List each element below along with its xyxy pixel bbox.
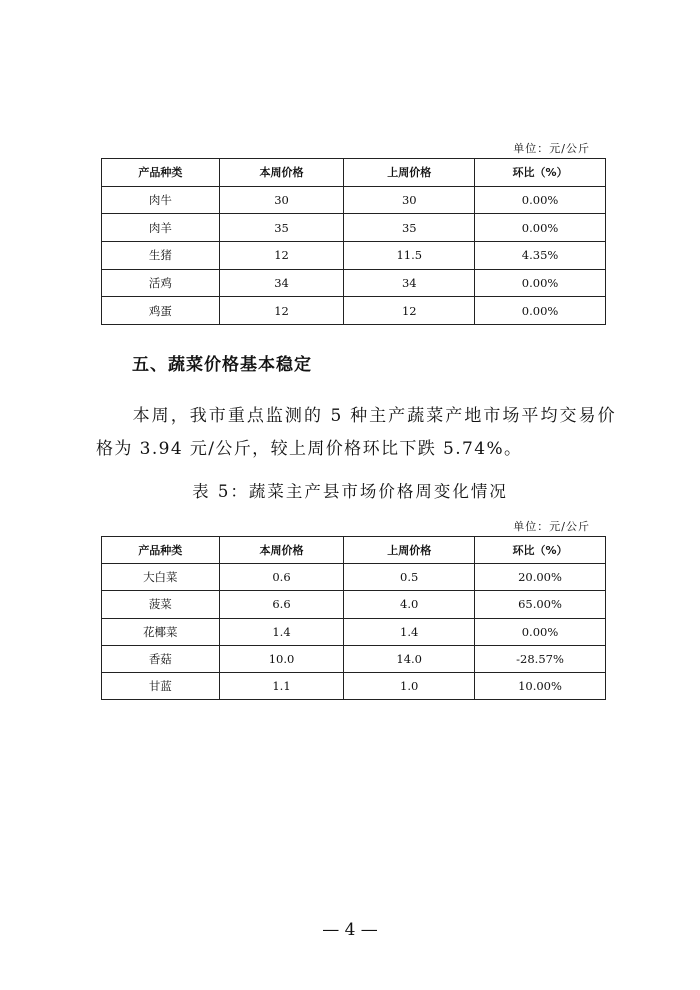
- table-cell: 活鸡: [102, 269, 220, 297]
- column-header: 本周价格: [219, 159, 344, 187]
- table-row: [102, 645, 606, 672]
- table-header-row: [102, 159, 606, 187]
- vegetable-price-table: [101, 536, 606, 700]
- table-cell: 11.5: [344, 242, 475, 270]
- table-cell: 30: [344, 186, 475, 214]
- table-cell: 1.4: [219, 618, 344, 645]
- column-header: 上周价格: [344, 537, 475, 564]
- table-caption: 表 5：蔬菜主产县市场价格周变化情况: [192, 482, 508, 501]
- column-header: 产品种类: [102, 159, 220, 187]
- table-cell: 1.1: [219, 672, 344, 699]
- column-header: 环比（%）: [475, 159, 606, 187]
- column-header: 本周价格: [219, 537, 344, 564]
- table-row: [102, 269, 606, 297]
- table-cell: 1.0: [344, 672, 475, 699]
- paragraph-text: 本周，我市重点监测的 5 种主产蔬菜产地市场平均交易价格为 3.94 元/公斤，较上周价格环比下跌 5.74%。: [96, 406, 616, 459]
- table-cell: -28.57%: [475, 645, 606, 672]
- table-row: [102, 214, 606, 242]
- table-cell: 0.00%: [475, 269, 606, 297]
- body-paragraph: [96, 400, 616, 466]
- table-row: [102, 672, 606, 699]
- table-cell: 12: [219, 297, 344, 325]
- table-cell: 4.35%: [475, 242, 606, 270]
- table-cell: 14.0: [344, 645, 475, 672]
- table-cell: 0.6: [219, 564, 344, 591]
- table-row: [102, 618, 606, 645]
- column-header: 上周价格: [344, 159, 475, 187]
- table-cell: 4.0: [344, 591, 475, 618]
- table-cell: 30: [219, 186, 344, 214]
- table-row: [102, 242, 606, 270]
- table-cell: 12: [344, 297, 475, 325]
- table-cell: 10.0: [219, 645, 344, 672]
- page-number: — 4 —: [322, 920, 378, 940]
- table-cell: 34: [219, 269, 344, 297]
- table-cell: 香菇: [102, 645, 220, 672]
- table-header-row: [102, 537, 606, 564]
- table-cell: 1.4: [344, 618, 475, 645]
- table-cell: 35: [344, 214, 475, 242]
- table-cell: 花椰菜: [102, 618, 220, 645]
- section-heading: 五、蔬菜价格基本稳定: [132, 355, 312, 375]
- table-cell: 甘蓝: [102, 672, 220, 699]
- table-row: [102, 186, 606, 214]
- table1-unit-label: 单位：元/公斤: [513, 142, 590, 155]
- table-row: [102, 297, 606, 325]
- table-row: [102, 591, 606, 618]
- column-header: 产品种类: [102, 537, 220, 564]
- table-cell: 0.5: [344, 564, 475, 591]
- table-cell: 12: [219, 242, 344, 270]
- table-cell: 肉牛: [102, 186, 220, 214]
- table-cell: 生猪: [102, 242, 220, 270]
- table-cell: 0.00%: [475, 186, 606, 214]
- table-cell: 菠菜: [102, 591, 220, 618]
- table-cell: 6.6: [219, 591, 344, 618]
- table-cell: 0.00%: [475, 297, 606, 325]
- table2-unit-label: 单位：元/公斤: [513, 520, 590, 533]
- table-cell: 20.00%: [475, 564, 606, 591]
- table-cell: 65.00%: [475, 591, 606, 618]
- table-cell: 34: [344, 269, 475, 297]
- table-cell: 鸡蛋: [102, 297, 220, 325]
- table-row: [102, 564, 606, 591]
- table-cell: 35: [219, 214, 344, 242]
- column-header: 环比（%）: [475, 537, 606, 564]
- table-cell: 大白菜: [102, 564, 220, 591]
- table-cell: 肉羊: [102, 214, 220, 242]
- table-cell: 0.00%: [475, 214, 606, 242]
- table-cell: 10.00%: [475, 672, 606, 699]
- table-cell: 0.00%: [475, 618, 606, 645]
- livestock-price-table: [101, 158, 606, 325]
